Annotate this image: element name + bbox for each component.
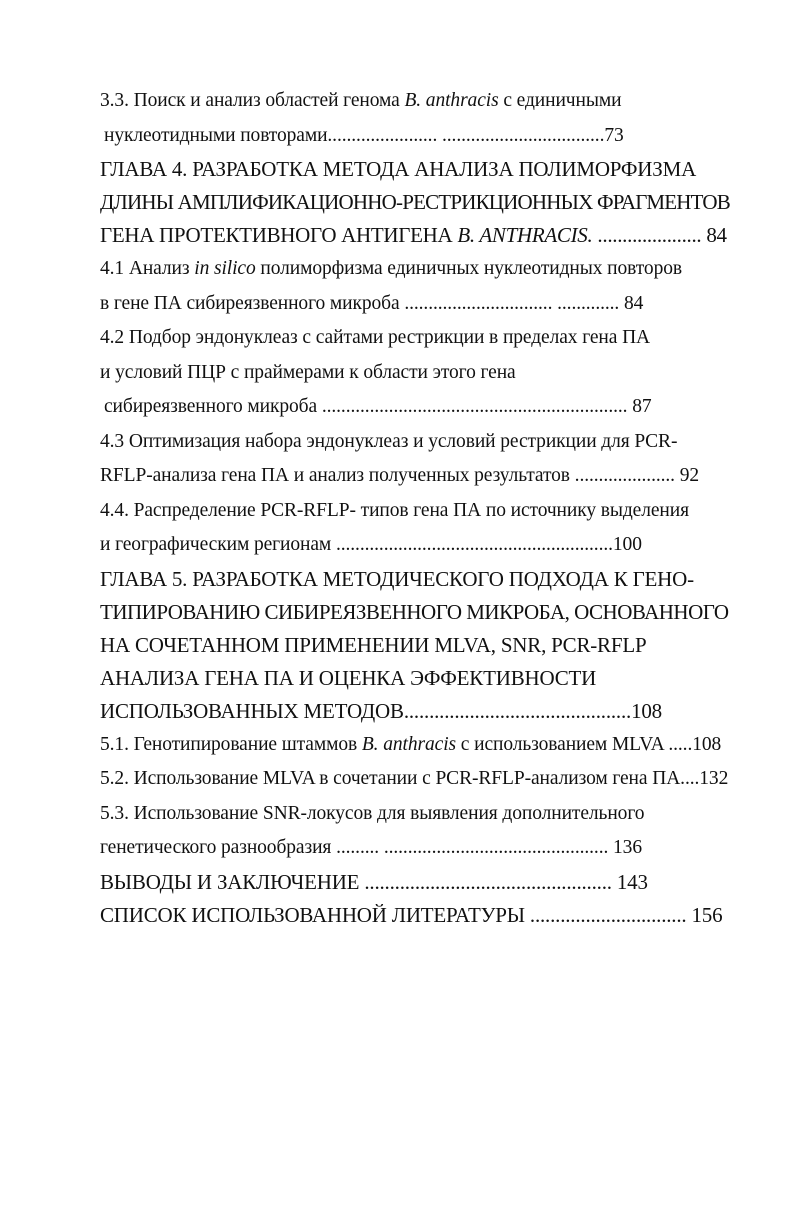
toc-entry-5-2 [100,762,732,797]
toc-entry-3-3-line-1: 3.3. Поиск и анализ областей генома B. anthracis с единичными [100,90,622,111]
toc-chapter-5 [100,563,732,728]
toc-chapter-5-line-1: ГЛАВА 5. РАЗРАБОТКА МЕТОДИЧЕСКОГО ПОДХОДА К ГЕНО- [100,566,694,591]
toc-chapter-5-line-5: ИСПОЛЬЗОВАННЫХ МЕТОДОВ.............................................108 [100,698,662,723]
toc-entry-4-3-line-1: 4.3 Оптимизация набора эндонуклеаз и условий рестрикции для PCR- [100,430,678,452]
toc-entry-4-3 [100,425,732,494]
toc-entry-4-4-line-2: и географическим регионам ..........................................................100 [100,534,642,555]
toc-entry-5-2-line-1: 5.2. Использование MLVA в сочетании с PCR-RFLP-анализом гена ПА....132 [100,768,729,789]
toc-references-line-1: СПИСОК ИСПОЛЬЗОВАННОЙ ЛИТЕРАТУРЫ ............................... 156 [100,902,723,927]
toc-entry-4-2-line-1: 4.2 Подбор эндонуклеаз с сайтами рестрикции в пределах гена ПА [100,327,651,348]
toc-entry-5-3-line-2: генетического разнообразия ......... ............................................... 136 [100,837,642,858]
species-name: B. ANTHRACIS. [457,223,593,247]
toc-entry-5-3-line-1: 5.3. Использование SNR-локусов для выявления дополнительного [100,802,645,824]
toc-entry-3-3 [100,84,732,153]
toc-chapter-4-line-2: ДЛИНЫ АМПЛИФИКАЦИОННО-РЕСТРИКЦИОННЫХ ФРАГМЕНТОВ [100,190,730,214]
in-silico-term: in silico [194,258,256,279]
toc-conclusions-line-1: ВЫВОДЫ И ЗАКЛЮЧЕНИЕ ................................................. 143 [100,869,648,894]
toc-entry-4-4-line-1: 4.4. Распределение PCR-RFLP- типов гена ПА по источнику выделения [100,499,689,521]
toc-chapter-5-line-4: АНАЛИЗА ГЕНА ПА И ОЦЕНКА ЭФФЕКТИВНОСТИ [100,665,597,690]
toc-entry-4-2 [100,321,732,425]
toc-conclusions [100,866,732,899]
toc-entry-4-1 [100,252,732,321]
toc-entry-4-2-line-2: и условий ПЦР с праймерами к области этого гена [100,361,516,383]
toc-entry-4-3-line-2: RFLP-анализа гена ПА и анализ полученных результатов ..................... 92 [100,465,700,486]
toc-references [100,899,732,932]
species-name: B. anthracis [361,733,457,755]
toc-entry-5-1 [100,728,732,763]
toc-entry-4-4 [100,494,732,563]
toc-chapter-4-line-1: ГЛАВА 4. РАЗРАБОТКА МЕТОДА АНАЛИЗА ПОЛИМОРФИЗМА [100,157,697,181]
species-name: B. anthracis [404,90,499,111]
table-of-contents [100,84,732,932]
toc-entry-4-2-line-3: сибиреязвенного микроба ................................................................ 87 [104,396,652,417]
toc-chapter-5-line-2: ТИПИРОВАНИЮ СИБИРЕЯЗВЕННОГО МИКРОБА, ОСНОВАННОГО [100,599,729,624]
toc-entry-5-3 [100,797,732,866]
toc-entry-3-3-line-2: нуклеотидными повторами....................... ..................................73 [104,124,624,146]
toc-entry-4-1-line-1: 4.1 Анализ in silico полиморфизма единичных нуклеотидных повторов [100,258,682,279]
toc-chapter-5-line-3: НА СОЧЕТАННОМ ПРИМЕНЕНИИ MLVA, SNR, PCR-RFLP [100,632,647,657]
toc-chapter-4 [100,153,732,252]
toc-entry-5-1-line-1: 5.1. Генотипирование штаммов B. anthracis с использованием MLVA .....108 [100,733,722,755]
toc-chapter-4-line-3: ГЕНА ПРОТЕКТИВНОГО АНТИГЕНА B. ANTHRACIS. ..................... 84 [100,223,727,247]
toc-entry-4-1-line-2: в гене ПА сибиреязвенного микроба ............................... ............. 84 [100,292,644,314]
